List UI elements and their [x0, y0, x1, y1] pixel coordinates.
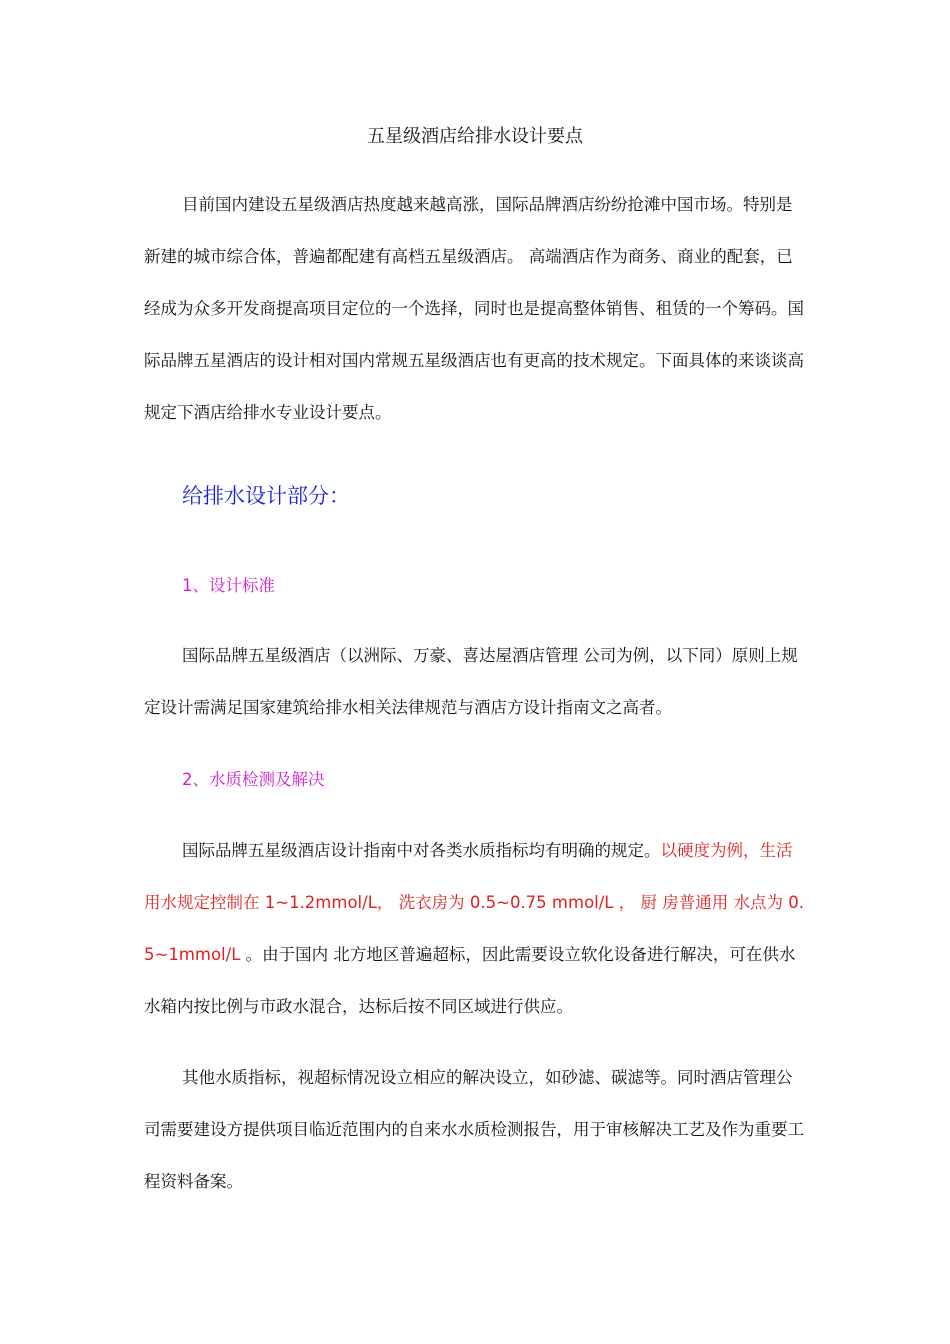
sub-heading-water-quality: 2、水质检测及解决	[182, 770, 325, 789]
intro-paragraph: 目前国内建设五星级酒店热度越来越高涨，国际品牌酒店纷纷抢滩中国市场。特别是新建的城市综合体，普遍都配建有高档五星级酒店。 高端酒店作为商务、商业的配套，已经成为众多开发商提高项目定位的一个选择，同时也是提高整体销售、租赁的一个筹码。国际品牌五星酒店的设计相对国内常规五星级酒店也有更高的技术规定。下面具体的来谈谈高规定下酒店给排水专业设计要点。	[144, 195, 804, 422]
hardness-highlight-text: 以硬度为例，生活用水规定控制在 1~1.2mmol/L， 洗衣房为 0.5~0.75 mmol/L ， 厨 房普通用 水点为 0.5~1mmol/L	[144, 841, 804, 964]
water-quality-text-part1: 国际品牌五星级酒店设计指南中对各类水质指标均有明确的规定。	[182, 841, 661, 860]
document-title: 五星级酒店给排水设计要点	[367, 126, 583, 147]
other-indicators-paragraph: 其他水质指标，视超标情况设立相应的解决设立，如砂滤、碳滤等。同时酒店管理公司需要建设方提供项目临近范围内的自来水水质检测报告，用于审核解决工艺及作为重要工程资料备案。	[144, 1068, 804, 1191]
sub-heading-design-standard: 1、设计标准	[182, 576, 275, 595]
section-heading: 给排水设计部分：	[182, 484, 350, 508]
water-quality-paragraph	[144, 825, 808, 1033]
design-standard-paragraph: 国际品牌五星级酒店（以洲际、万豪、喜达屋酒店管理 公司为例，以下同）原则上规定设计需满足国家建筑给排水相关法律规范与酒店方设计指南文之高者。	[144, 646, 798, 717]
water-quality-text-part2: 。由于国内 北方地区普遍超标，因此需要设立软化设备进行解决，可在供水水箱内按比例与市政水混合，达标后按不同区域进行供应。	[144, 945, 796, 1016]
